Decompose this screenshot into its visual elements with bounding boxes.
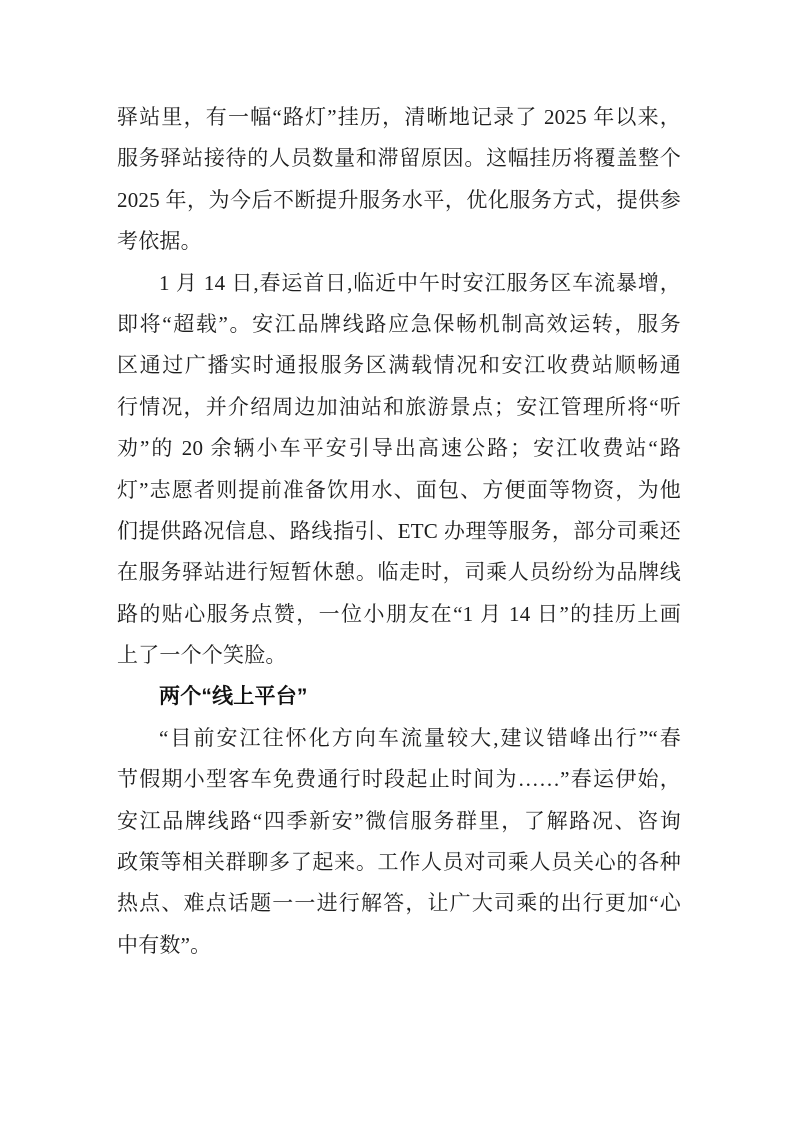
document-text-block bbox=[117, 97, 681, 966]
text-line: 区通过广播实时通报服务区满载情况和安江收费站顺畅通 bbox=[117, 353, 681, 378]
text-line: 热点、难点话题一一进行解答，让广大司乘的出行更加“心 bbox=[117, 891, 681, 916]
text-line: 驿站里，有一幅“路灯”挂历，清晰地记录了 2025 年以来， bbox=[117, 105, 681, 129]
paragraph bbox=[117, 97, 681, 263]
text-line: 服务驿站接待的人员数量和滞留原因。这幅挂历将覆盖整个 bbox=[117, 146, 681, 171]
text-line: 考依据。 bbox=[117, 229, 202, 254]
paragraph bbox=[117, 718, 681, 966]
text-line: 劝”的 20 余辆小车平安引导出高速公路；安江收费站“路 bbox=[117, 436, 681, 461]
text-line: 节假期小型客车免费通行时段起止时间为……”春运伊始， bbox=[117, 767, 681, 792]
section-heading bbox=[117, 676, 681, 717]
text-line: 2025 年，为今后不断提升服务水平，优化服务方式，提供参 bbox=[117, 187, 681, 212]
text-line: 们提供路况信息、路线指引、ETC 办理等服务，部分司乘还 bbox=[117, 518, 681, 543]
paragraph bbox=[117, 263, 681, 677]
heading-line: 两个“线上平台” bbox=[159, 685, 308, 709]
text-line: 中有数”。 bbox=[117, 932, 212, 957]
text-line: 在服务驿站进行短暂休憩。临走时，司乘人员纷纷为品牌线 bbox=[117, 560, 681, 585]
text-line: “目前安江往怀化方向车流量较大,建议错峰出行”“春 bbox=[159, 725, 681, 750]
text-line: 行情况，并介绍周边加油站和旅游景点；安江管理所将“听 bbox=[117, 394, 681, 419]
text-line: 路的贴心服务点赞，一位小朋友在“1 月 14 日”的挂历上画 bbox=[117, 601, 681, 626]
text-line: 安江品牌线路“四季新安”微信服务群里，了解路况、咨询 bbox=[117, 808, 681, 833]
text-line: 上了一个个笑脸。 bbox=[117, 643, 287, 668]
text-line: 政策等相关群聊多了起来。工作人员对司乘人员关心的各种 bbox=[117, 850, 681, 875]
text-line: 1 月 14 日,春运首日,临近中午时安江服务区车流暴增， bbox=[159, 270, 681, 295]
text-line: 灯”志愿者则提前准备饮用水、面包、方便面等物资，为他 bbox=[117, 477, 681, 502]
text-line: 即将“超载”。安江品牌线路应急保畅机制高效运转，服务 bbox=[117, 311, 681, 336]
